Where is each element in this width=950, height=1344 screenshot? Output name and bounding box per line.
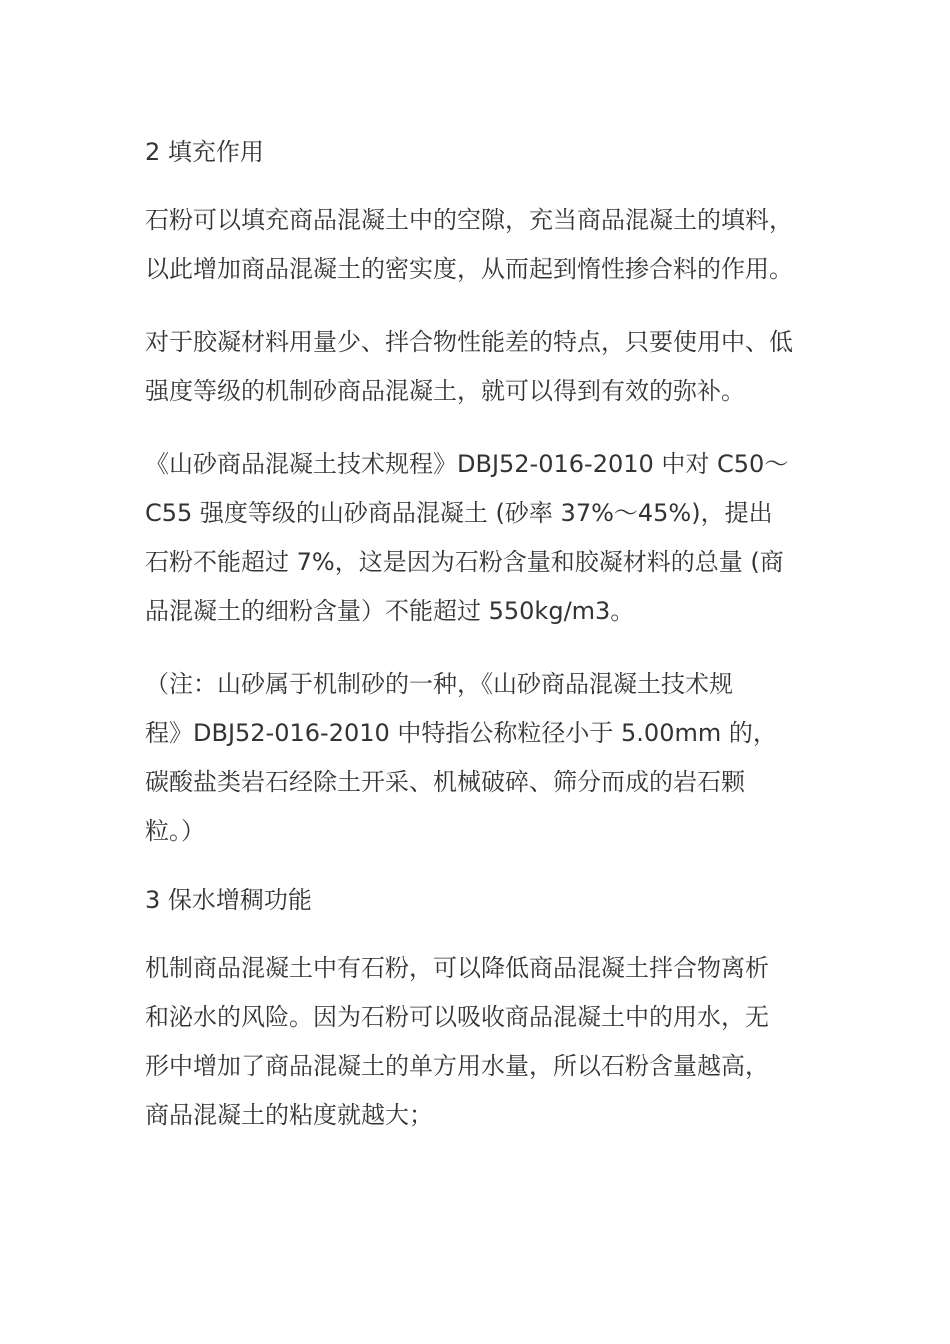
section-heading-3 [145,880,825,920]
paragraph-note [145,660,825,856]
paragraph-line: 粒。） [145,817,205,845]
paragraph-line: 碳酸盐类岩石经除土开采、机械破碎、筛分而成的岩石颗 [145,768,745,796]
paragraph-line: 石粉可以填充商品混凝土中的空隙，充当商品混凝土的填料， [145,206,793,234]
paragraph-line: 石粉不能超过 7%，这是因为石粉含量和胶凝材料的总量 (商 [145,548,784,576]
paragraph-line: （注：山砂属于机制砂的一种，《山砂商品混凝土技术规 [145,670,733,698]
paragraph-line: 机制商品混凝土中有石粉，可以降低商品混凝土拌合物离析 [145,954,769,982]
section-heading-2 [145,132,825,172]
document-body [145,132,825,1164]
paragraph-line: 品混凝土的细粉含量）不能超过 550kg/m3。 [145,597,635,625]
paragraph-line: 对于胶凝材料用量少、拌合物性能差的特点，只要使用中、低 [145,328,793,356]
paragraph-line: 和泌水的风险。因为石粉可以吸收商品混凝土中的用水，无 [145,1003,769,1031]
paragraph-specification [145,440,825,636]
paragraph-line: 《山砂商品混凝土技术规程》DBJ52-016-2010 中对 C50～ [145,450,789,478]
paragraph-water-retention [145,944,825,1140]
paragraph-line: 程》DBJ52-016-2010 中特指公称粒径小于 5.00mm 的， [145,719,777,747]
heading-text: 2 填充作用 [145,138,264,166]
paragraph-filling-role [145,196,825,294]
heading-text: 3 保水增稠功能 [145,886,312,914]
paragraph-line: 形中增加了商品混凝土的单方用水量，所以石粉含量越高， [145,1052,769,1080]
paragraph-binder-compensation [145,318,825,416]
paragraph-line: 以此增加商品混凝土的密实度，从而起到惰性掺合料的作用。 [145,255,793,283]
paragraph-line: 商品混凝土的粘度就越大； [145,1101,433,1129]
paragraph-line: 强度等级的机制砂商品混凝土，就可以得到有效的弥补。 [145,377,745,405]
paragraph-line: C55 强度等级的山砂商品混凝土 (砂率 37%～45%)，提出 [145,499,773,527]
